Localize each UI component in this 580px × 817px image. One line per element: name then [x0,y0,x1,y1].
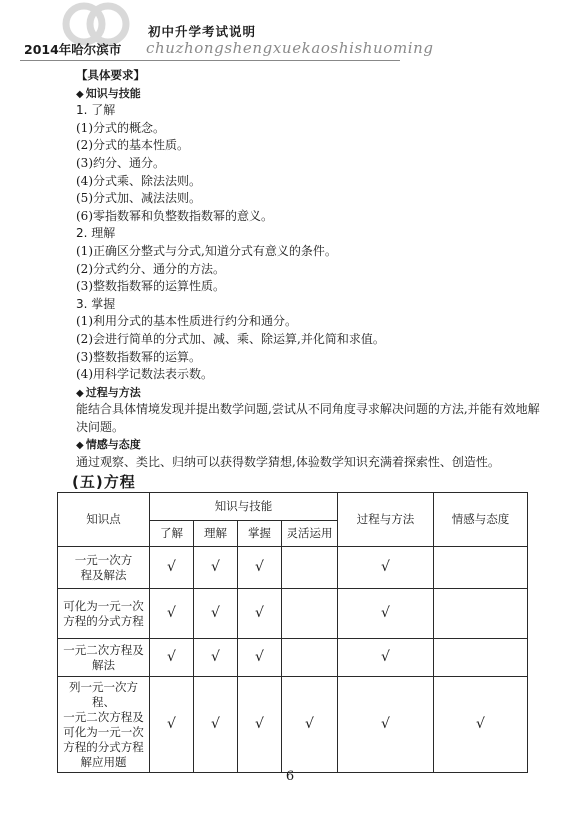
header-rule [20,60,400,61]
mark-cell [434,677,528,773]
subcol-understand: 了解 [150,521,194,547]
header-year-city: 2014年哈尔滨市 [24,42,122,57]
mark-cell [282,639,338,677]
knowledge-point-line: 解应用题 [80,754,127,769]
knowledge-point-line: 一元二次方程及 [63,642,144,657]
col-emotion-attitude: 情感与态度 [434,493,528,547]
process-method-heading [76,384,546,402]
col-process-method: 过程与方法 [338,493,434,547]
knowledge-point-line: 一元一次方 [74,552,133,567]
check-mark-icon: √ [167,605,176,621]
mark-cell [238,677,282,773]
mark-cell [338,589,434,639]
requirements-content [76,67,546,472]
knowledge-point-line: 方程的分式方程 [63,739,144,754]
mark-cell [194,639,238,677]
check-mark-icon: √ [167,649,176,665]
diamond-bullet-icon: ◆ [76,440,84,452]
emotion-attitude-heading [76,436,546,454]
check-mark-icon: √ [381,559,390,575]
header-pinyin: chuzhongshengxuekaoshishuoming [146,39,434,57]
knowledge-point-line: 解法 [92,657,115,672]
mark-cell [338,547,434,589]
mark-cell [238,639,282,677]
subcol-comprehend: 理解 [194,521,238,547]
comprehend-item: (3)整数指数幂的运算性质。 [76,279,225,294]
master-item: (3)整数指数幂的运算。 [76,349,201,364]
knowledge-point-line: 程及解法 [80,567,127,582]
knowledge-skills-heading-text: 知识与技能 [85,86,141,100]
subcol-master: 掌握 [238,521,282,547]
check-mark-icon: √ [167,559,176,575]
header-title: 初中升学考试说明 [148,24,257,39]
check-mark-icon: √ [255,649,264,665]
check-mark-icon: √ [255,605,264,621]
understand-item: (4)分式乘、除法法则。 [76,173,201,188]
knowledge-point-cell [58,677,150,773]
mark-cell [238,547,282,589]
mark-cell [434,639,528,677]
knowledge-point-line: 列一元一次方程、 [69,679,138,709]
table-row [58,547,528,589]
check-mark-icon: √ [381,716,390,732]
mark-cell [194,677,238,773]
comprehend-list [76,243,546,296]
knowledge-skills-heading [76,85,546,103]
check-mark-icon: √ [381,649,390,665]
mark-cell [282,547,338,589]
comprehend-heading: 2. 理解 [76,226,116,241]
table-row [58,639,528,677]
knowledge-point-cell [58,547,150,589]
process-method-heading-text: 过程与方法 [85,385,141,399]
check-mark-icon: √ [381,605,390,621]
emotion-attitude-heading-text: 情感与态度 [85,438,141,452]
table-body [58,547,528,773]
table-row [58,589,528,639]
diamond-bullet-icon: ◆ [76,387,84,399]
check-mark-icon: √ [255,559,264,575]
understand-item: (6)零指数幂和负整数指数幂的意义。 [76,208,273,223]
col-knowledge-skills: 知识与技能 [150,493,338,521]
mark-cell [194,547,238,589]
check-mark-icon: √ [255,716,264,732]
diamond-bullet-icon: ◆ [76,88,84,100]
understand-heading: 1. 了解 [76,103,116,118]
knowledge-point-line: 一元二次方程及 [63,709,144,724]
process-method-text: 能结合具体情境发现并提出数学问题,尝试从不同角度寻求解决问题的方法,并能有效地解决问题。 [76,402,540,434]
check-mark-icon: √ [167,716,176,732]
page-number: 6 [285,769,295,784]
master-heading: 3. 掌握 [76,296,116,311]
col-knowledge-point: 知识点 [58,493,150,547]
master-item: (4)用科学记数法表示数。 [76,367,213,382]
knowledge-point-cell [58,639,150,677]
check-mark-icon: √ [211,649,220,665]
understand-item: (5)分式加、减法法则。 [76,191,201,206]
comprehend-item: (1)正确区分整式与分式,知道分式有意义的条件。 [76,243,337,258]
mark-cell [338,677,434,773]
knowledge-point-cell [58,589,150,639]
mark-cell [434,589,528,639]
table-row [58,677,528,773]
comprehend-item: (2)分式约分、通分的方法。 [76,261,225,276]
mark-cell [238,589,282,639]
mark-cell [150,589,194,639]
mark-cell [194,589,238,639]
mark-cell [282,589,338,639]
understand-item: (2)分式的基本性质。 [76,138,189,153]
mark-cell [338,639,434,677]
understand-list [76,120,546,226]
requirements-table [57,492,528,773]
knowledge-point-line: 方程的分式方程 [63,613,144,628]
emotion-attitude-text: 通过观察、类比、归纳可以获得数学猜想,体验数学知识充满着探索性、创造性。 [76,455,500,470]
table-header-row [58,493,528,521]
master-item: (2)会进行简单的分式加、减、乘、除运算,并化简和求值。 [76,331,385,346]
mark-cell [434,547,528,589]
check-mark-icon: √ [305,716,314,732]
mark-cell [150,639,194,677]
check-mark-icon: √ [476,716,485,732]
mark-cell [282,677,338,773]
check-mark-icon: √ [211,716,220,732]
master-item: (1)利用分式的基本性质进行约分和通分。 [76,314,297,329]
knowledge-point-line: 可化为一元一次 [63,598,144,613]
mark-cell [150,677,194,773]
master-list [76,313,546,383]
understand-item: (3)约分、通分。 [76,155,165,170]
section-title: (五)方程 [72,473,136,491]
spec-heading: 【具体要求】 [76,68,145,82]
understand-item: (1)分式的概念。 [76,120,165,135]
knowledge-point-line: 可化为一元一次 [63,724,144,739]
subcol-flexible-use: 灵活运用 [282,521,338,547]
mark-cell [150,547,194,589]
check-mark-icon: √ [211,559,220,575]
check-mark-icon: √ [211,605,220,621]
